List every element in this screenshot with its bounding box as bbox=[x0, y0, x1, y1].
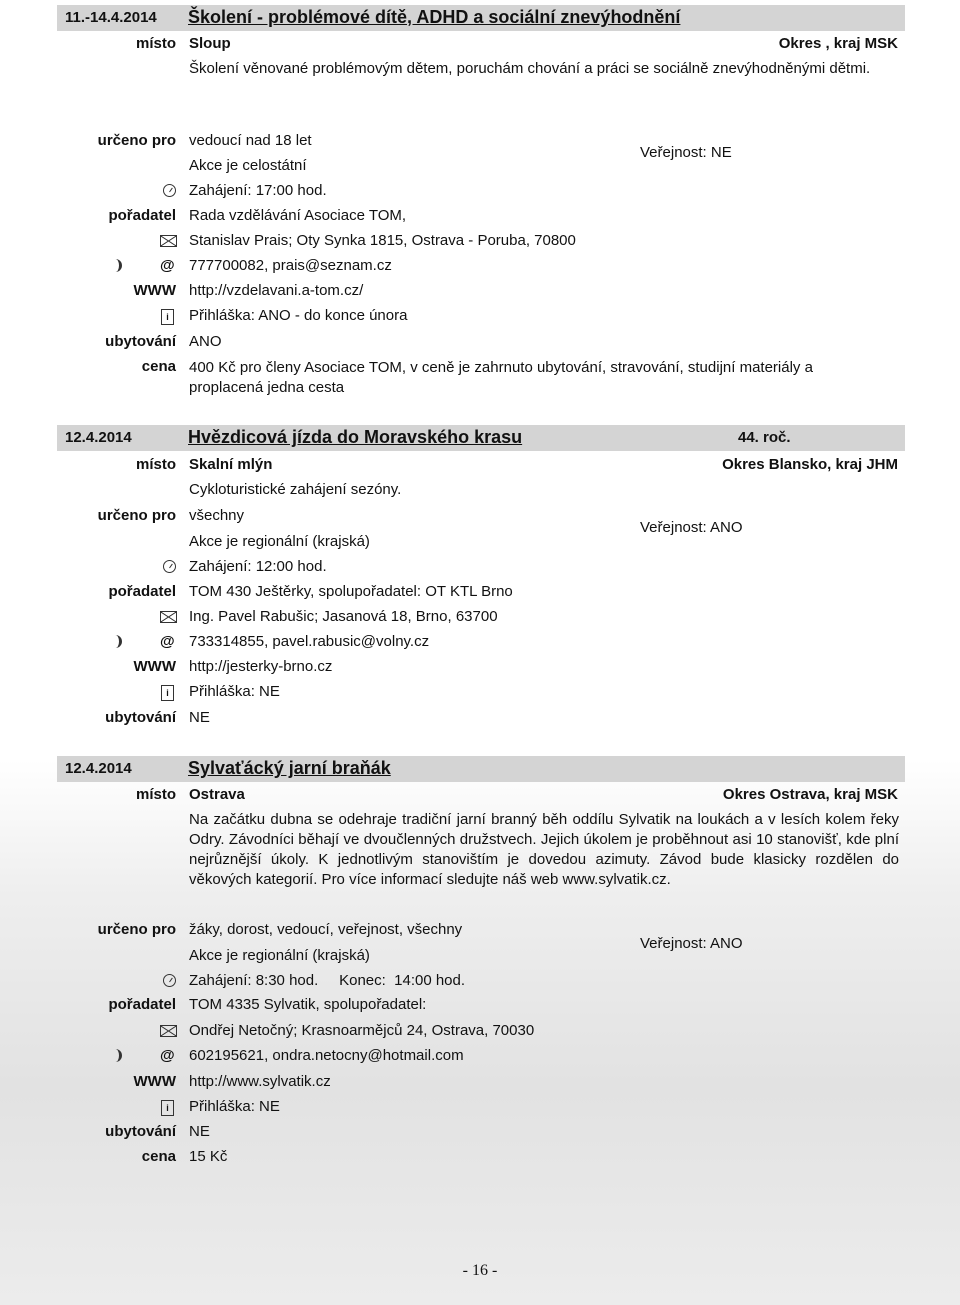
audience-label: určeno pro bbox=[97, 921, 176, 938]
at-label: @ bbox=[160, 257, 175, 274]
event-public: Veřejnost: ANO bbox=[640, 519, 743, 536]
event-date: 12.4.2014 bbox=[65, 429, 132, 446]
event-start: Zahájení: 8:30 hod. Konec: 14:00 hod. bbox=[189, 972, 466, 989]
event-title[interactable]: Školení - problémové dítě, ADHD a sociální znevýhodnění bbox=[188, 7, 681, 27]
form-icon: i bbox=[161, 309, 174, 325]
clock-icon bbox=[163, 184, 176, 197]
event-registration: Přihláška: NE bbox=[189, 683, 280, 700]
event-place: Ostrava bbox=[189, 786, 245, 803]
event-lodging: NE bbox=[189, 1123, 210, 1140]
event-address: Ing. Pavel Rabušic; Jasanová 18, Brno, 63700 bbox=[189, 608, 498, 625]
event-www-link[interactable]: http://www.sylvatik.cz bbox=[189, 1073, 331, 1090]
at-label: @ bbox=[160, 633, 175, 650]
lodging-label: ubytování bbox=[105, 709, 176, 726]
event-organizer: TOM 430 Ještěrky, spolupořadatel: OT KTL Brno bbox=[189, 583, 513, 600]
event-place: Skalní mlýn bbox=[189, 456, 273, 473]
event-region: Okres Ostrava, kraj MSK bbox=[722, 786, 898, 803]
event-lodging: NE bbox=[189, 709, 210, 726]
www-label: WWW bbox=[133, 658, 176, 675]
event-audience: žáky, dorost, vedoucí, veřejnost, všechny bbox=[189, 921, 463, 938]
event-audience: vedoucí nad 18 let bbox=[189, 132, 312, 149]
event-region: Okres , kraj MSK bbox=[778, 35, 898, 52]
phone-icon bbox=[114, 259, 122, 272]
event-contact[interactable]: 777700082, prais@seznam.cz bbox=[189, 257, 392, 274]
event-organizer: TOM 4335 Sylvatik, spolupořadatel: bbox=[189, 996, 427, 1013]
organizer-label: pořadatel bbox=[108, 583, 176, 600]
event-scope: Akce je regionální (krajská) bbox=[189, 533, 370, 550]
event-date: 12.4.2014 bbox=[65, 760, 132, 777]
event-start: Zahájení: 12:00 hod. bbox=[189, 558, 327, 575]
place-label: místo bbox=[135, 456, 176, 473]
event-start: Zahájení: 17:00 hod. bbox=[189, 182, 327, 199]
audience-label: určeno pro bbox=[97, 132, 176, 149]
event-public: Veřejnost: NE bbox=[640, 144, 732, 161]
event-public: Veřejnost: ANO bbox=[640, 935, 743, 952]
form-icon: i bbox=[161, 685, 174, 701]
event-description: Na začátku dubna se odehraje tradiční jarní branný běh oddílu Sylvatik na loukách a v lesích kolem řeky Odry. Závodníci běhají ve dvoučlenných družstvech. Jejich úkolem je proběhnout asi 10 stanovišť, kde plní nejrůznější úkoly. K jednotlivým stanovištím je dovedou azimuty. Závod bude klasicky rozdělen do věkových kategorií. Pro více informací sledujte náš web www.sylvatik.cz. bbox=[189, 811, 899, 888]
event-registration: Přihláška: NE bbox=[189, 1098, 280, 1115]
page-number: - 16 - bbox=[462, 1262, 498, 1279]
event-www-link[interactable]: http://vzdelavani.a-tom.cz/ bbox=[189, 282, 364, 299]
envelope-icon bbox=[160, 235, 177, 247]
event-contact[interactable]: 733314855, pavel.rabusic@volny.cz bbox=[189, 633, 430, 650]
event-header bbox=[57, 5, 905, 31]
event-price: 400 Kč pro členy Asociace TOM, v ceně je zahrnuto ubytování, stravování, studijní materiály a proplacená jedna cesta bbox=[189, 359, 813, 396]
phone-icon bbox=[114, 635, 122, 648]
event-title[interactable]: Sylvaťácký jarní braňák bbox=[188, 758, 391, 778]
organizer-label: pořadatel bbox=[108, 207, 176, 224]
event-lodging: ANO bbox=[189, 333, 222, 350]
at-label: @ bbox=[160, 1047, 175, 1064]
envelope-icon bbox=[160, 611, 177, 623]
event-address: Ondřej Netočný; Krasnoarmějců 24, Ostrava, 70030 bbox=[189, 1022, 535, 1039]
event-price: 15 Kč bbox=[189, 1148, 228, 1165]
lodging-label: ubytování bbox=[105, 333, 176, 350]
price-label: cena bbox=[141, 1148, 176, 1165]
event-year: 44. roč. bbox=[738, 429, 791, 446]
event-scope: Akce je regionální (krajská) bbox=[189, 947, 370, 964]
audience-label: určeno pro bbox=[97, 507, 176, 524]
event-organizer: Rada vzdělávání Asociace TOM, bbox=[189, 207, 407, 224]
phone-icon bbox=[114, 1049, 122, 1062]
event-audience: všechny bbox=[189, 507, 245, 524]
place-label: místo bbox=[135, 35, 176, 52]
place-label: místo bbox=[135, 786, 176, 803]
clock-icon bbox=[163, 560, 176, 573]
www-label: WWW bbox=[133, 282, 176, 299]
clock-icon bbox=[163, 974, 176, 987]
event-title[interactable]: Hvězdicová jízda do Moravského krasu bbox=[188, 427, 523, 447]
envelope-icon bbox=[160, 1025, 177, 1037]
organizer-label: pořadatel bbox=[108, 996, 176, 1013]
event-description: Školení věnované problémovým dětem, poruchám chování a práci se sociálně znevýhodněnými dětmi. bbox=[189, 60, 871, 77]
event-registration: Přihláška: ANO - do konce února bbox=[189, 307, 408, 324]
event-date: 11.-14.4.2014 bbox=[65, 9, 157, 26]
form-icon: i bbox=[161, 1100, 174, 1116]
event-www-link[interactable]: http://jesterky-brno.cz bbox=[189, 658, 333, 675]
event-scope: Akce je celostátní bbox=[189, 157, 307, 174]
event-region: Okres Blansko, kraj JHM bbox=[722, 456, 898, 473]
event-address: Stanislav Prais; Oty Synka 1815, Ostrava - Poruba, 70800 bbox=[189, 232, 576, 249]
event-header bbox=[57, 756, 905, 782]
event-header bbox=[57, 425, 905, 451]
event-contact[interactable]: 602195621, ondra.netocny@hotmail.com bbox=[189, 1047, 464, 1064]
price-label: cena bbox=[141, 358, 176, 375]
event-description: Cykloturistické zahájení sezóny. bbox=[189, 481, 402, 498]
event-place: Sloup bbox=[189, 35, 231, 52]
www-label: WWW bbox=[133, 1073, 176, 1090]
lodging-label: ubytování bbox=[105, 1123, 176, 1140]
